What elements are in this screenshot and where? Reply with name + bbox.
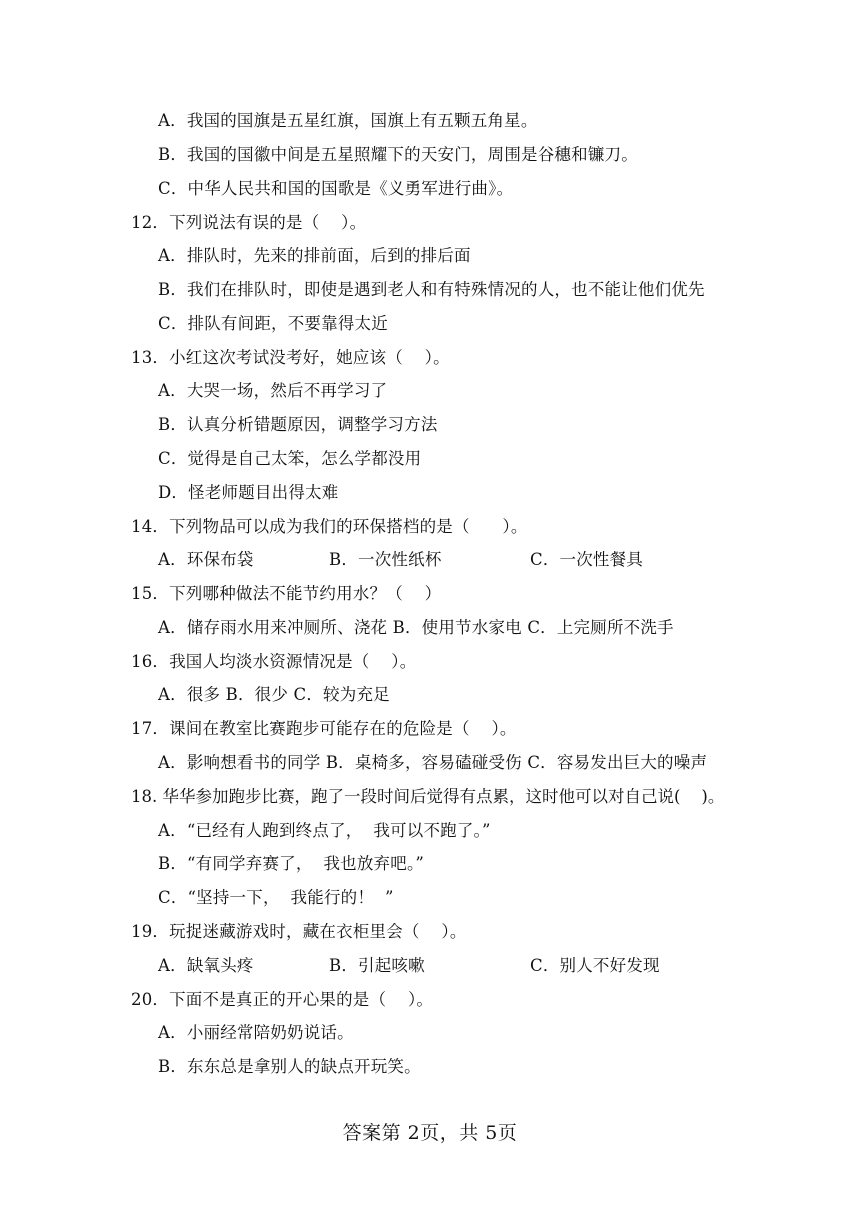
q11-option-a: A．我国的国旗是五星红旗，国旗上有五颗五角星。 xyxy=(158,111,538,130)
question-17: 17．课间在教室比赛跑步可能存在的危险是（ ）。 xyxy=(131,719,517,738)
q17-options: A．影响想看书的同学 B．桌椅多，容易磕碰受伤 C．容易发出巨大的噪声 xyxy=(158,753,708,772)
q18-option-a: A．“已经有人跑到终点了， 我可以不跑了。” xyxy=(158,821,491,840)
q11-option-b: B．我国的国徽中间是五星照耀下的天安门，周围是谷穗和镰刀。 xyxy=(158,145,638,164)
question-14: 14．下列物品可以成为我们的环保搭档的是（ ）。 xyxy=(131,517,528,536)
q19-option-c: C．别人不好发现 xyxy=(530,956,660,975)
question-20: 20．下面不是真正的开心果的是（ ）。 xyxy=(131,990,434,1009)
q20-option-a: A．小丽经常陪奶奶说话。 xyxy=(158,1023,354,1042)
q13-option-d: D．怪老师题目出得太难 xyxy=(158,483,339,502)
question-16: 16．我国人均淡水资源情况是（ ）。 xyxy=(131,652,417,671)
q19-options xyxy=(158,955,660,977)
question-15: 15．下列哪种做法不能节约用水？（ ） xyxy=(131,584,442,603)
q13-option-b: B．认真分析错题原因，调整学习方法 xyxy=(158,415,438,434)
q14-option-a: A．环保布袋 xyxy=(158,550,254,569)
q18-option-b: B．“有同学弃赛了， 我也放弃吧。” xyxy=(158,854,425,873)
q18-option-c: C．“坚持一下， 我能行的！ ” xyxy=(158,888,394,907)
q14-option-b: B．一次性纸杯 xyxy=(329,550,442,569)
q13-option-c: C．觉得是自己太笨，怎么学都没用 xyxy=(158,449,422,468)
question-13: 13．小红这次考试没考好，她应该（ ）。 xyxy=(131,348,450,367)
q14-options xyxy=(158,549,643,571)
question-19: 19．玩捉迷藏游戏时，藏在衣柜里会（ ）。 xyxy=(131,922,467,941)
q20-option-b: B．东东总是拿别人的缺点开玩笑。 xyxy=(158,1057,421,1076)
q11-option-c: C．中华人民共和国的国歌是《义勇军进行曲》。 xyxy=(158,179,514,198)
q15-options: A．储存雨水用来冲厕所、浇花 B．使用节水家电 C．上完厕所不洗手 xyxy=(158,618,674,637)
q12-option-c: C．排队有间距，不要靠得太近 xyxy=(158,314,388,333)
q19-option-b: B．引起咳嗽 xyxy=(329,956,425,975)
q12-option-a: A．排队时，先来的排前面，后到的排后面 xyxy=(158,246,471,265)
q14-option-c: C．一次性餐具 xyxy=(530,550,644,569)
question-18: 18. 华华参加跑步比赛，跑了一段时间后觉得有点累，这时他可以对自己说( )。 xyxy=(131,787,725,806)
q16-options: A．很多 B．很少 C．较为充足 xyxy=(158,685,390,704)
q13-option-a: A．大哭一场，然后不再学习了 xyxy=(158,381,388,400)
page-footer: 答案第 2页，共 5页 xyxy=(342,1122,518,1144)
q12-option-b: B．我们在排队时，即使是遇到老人和有特殊情况的人，也不能让他们优先 xyxy=(158,280,705,299)
question-12: 12．下列说法有误的是（ ）。 xyxy=(131,213,367,232)
q19-option-a: A．缺氧头疼 xyxy=(158,956,254,975)
